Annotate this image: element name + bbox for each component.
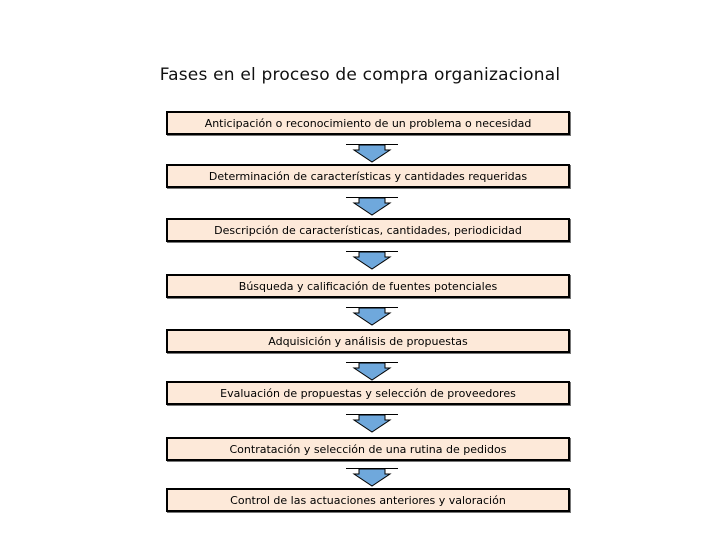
down-arrow-icon	[346, 468, 398, 487]
step-box: Adquisición y análisis de propuestas	[166, 329, 570, 353]
step-box: Determinación de características y cantidades requeridas	[166, 164, 570, 188]
step-box: Descripción de características, cantidades, periodicidad	[166, 218, 570, 242]
down-arrow-icon	[346, 251, 398, 270]
down-arrow-icon	[346, 144, 398, 163]
step-box: Evaluación de propuestas y selección de proveedores	[166, 381, 570, 405]
step-box: Contratación y selección de una rutina de pedidos	[166, 437, 570, 461]
step-box: Control de las actuaciones anteriores y valoración	[166, 488, 570, 512]
down-arrow-icon	[346, 362, 398, 381]
step-box: Búsqueda y calificación de fuentes potenciales	[166, 274, 570, 298]
down-arrow-icon	[346, 307, 398, 326]
step-box: Anticipación o reconocimiento de un problema o necesidad	[166, 111, 570, 135]
down-arrow-icon	[346, 414, 398, 433]
diagram-title: Fases en el proceso de compra organizacional	[159, 65, 561, 85]
down-arrow-icon	[346, 197, 398, 216]
